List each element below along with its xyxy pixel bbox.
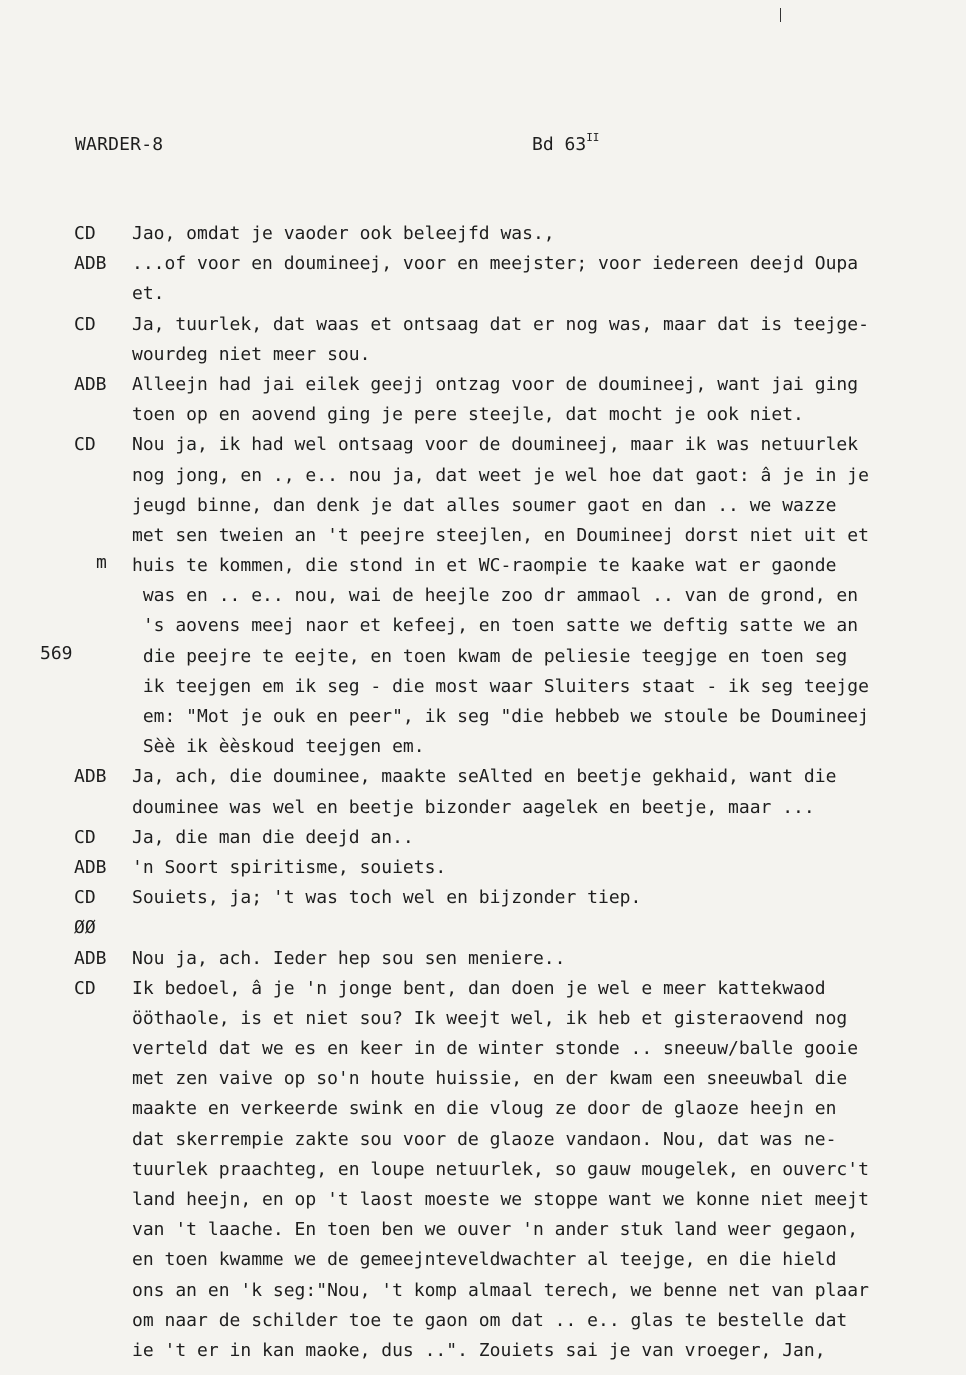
speaker-label-text: CD — [74, 977, 96, 999]
transcript-turn — [0, 913, 966, 943]
speaker-label — [74, 974, 132, 1366]
utterance — [132, 430, 958, 762]
utterance-line: ik teejgen em ik seg - die most waar Sluiters staat - ik seg teejge — [132, 675, 869, 697]
speaker-label — [74, 219, 132, 249]
volume-number-superscript: II — [586, 131, 600, 144]
utterance-line: ons an en 'k seg:"Nou, 't komp almaal terech, we benne net van plaar — [132, 1279, 869, 1301]
utterance-line: Souiets, ja; 't was toch wel en bijzonder tiep. — [132, 887, 642, 909]
utterance-line: met zen vaive op so'n houte huissie, en der kwam een sneeuwbal die — [132, 1068, 848, 1090]
utterance-line — [132, 913, 958, 943]
transcript-turn — [0, 974, 966, 1366]
utterance-line: Sèè ik èèskoud teejgen em. — [132, 736, 425, 758]
utterance-line: Ja, tuurlek, dat waas et ontsaag dat er nog was, maar dat is teejge- — [132, 313, 869, 335]
utterance-line: douminee was wel en beetje bizonder aagelek en beetje, maar ... — [132, 796, 815, 818]
speaker-label — [74, 883, 132, 913]
utterance — [132, 944, 958, 974]
speaker-label-text: CD — [74, 826, 96, 848]
utterance-line: nog jong, en ., e.. nou ja, dat weet je wel hoe dat gaot: â je in je — [132, 464, 869, 486]
utterance-line: dat skerrempie zakte sou voor de glaoze vandaon. Nou, dat was ne- — [132, 1128, 837, 1150]
utterance-line: en toen kwamme we de gemeejnteveldwachter al teejge, en die hield — [132, 1249, 837, 1271]
speaker-label — [74, 430, 132, 762]
speaker-label — [74, 310, 132, 370]
utterance-line: Jao, omdat je vaoder ook beleejfd was., — [132, 223, 555, 244]
utterance-line: Ik bedoel, â je 'n jonge bent, dan doen je wel e meer kattekwaod — [132, 977, 826, 999]
volume-number-main: Bd 63 — [532, 134, 587, 155]
utterance — [132, 310, 958, 370]
utterance — [132, 823, 958, 853]
speaker-label — [74, 762, 132, 822]
utterance-line: ööthaole, is et niet sou? Ik weejt wel, ik heb et gisteraovend nog — [132, 1007, 848, 1029]
utterance-line: wourdeg niet meer sou. — [132, 343, 371, 365]
transcript-body — [0, 219, 966, 1366]
utterance-line: Nou ja, ik had wel ontsaag voor de doumineej, maar ik was netuurlek — [132, 434, 859, 456]
utterance-line: 'n Soort spiritisme, souiets. — [132, 856, 447, 878]
transcript-turn — [0, 370, 966, 430]
transcript-turn — [0, 944, 966, 974]
speaker-label-text: ADB — [74, 373, 107, 395]
utterance — [132, 883, 958, 913]
utterance-line: ie 't er in kan maoke, dus ..". Zouiets sai je van vroeger, Jan, — [132, 1339, 826, 1361]
page-number: 569 — [40, 642, 73, 664]
utterance-line: Ja, die man die deejd an.. — [132, 826, 414, 848]
margin-annotation: m — [96, 552, 107, 574]
utterance-line: Ja, ach, die douminee, maakte seAlted en beetje gekhaid, want die — [132, 766, 837, 788]
speaker-label — [74, 944, 132, 974]
utterance — [132, 219, 958, 249]
transcript-turn — [0, 853, 966, 883]
utterance-line: toen op en aovend ging je pere steejle, dat mocht je ook niet. — [132, 404, 804, 426]
margin-tick-mark — [780, 8, 781, 22]
utterance-line: et. — [132, 283, 165, 305]
utterance — [132, 913, 958, 943]
utterance-line: om naar de schilder toe te gaon om dat .. e.. glas te bestelle dat — [132, 1309, 848, 1331]
speaker-label-text: CD — [74, 887, 96, 909]
speaker-label-text: ADB — [74, 766, 107, 788]
speaker-label-text: CD — [74, 223, 96, 244]
utterance-line: maakte en verkeerde swink en die vloug ze door de glaoze heejn en — [132, 1098, 837, 1120]
utterance-line: verteld dat we es en keer in de winter stonde .. sneeuw/balle gooie — [132, 1038, 859, 1060]
utterance — [132, 762, 958, 822]
speaker-label — [74, 913, 132, 943]
speaker-label-text: CD — [74, 313, 96, 335]
transcript-turn — [0, 430, 966, 762]
speaker-label-text: ADB — [74, 947, 107, 969]
speaker-label — [74, 370, 132, 430]
utterance-line: 's aovens meej naor et kefeej, en toen satte we deftig satte we an — [132, 615, 859, 637]
utterance-line: was en .. e.. nou, wai de heejle zoo dr ammaol .. van de grond, en — [132, 585, 859, 607]
transcript-turn — [0, 219, 966, 249]
utterance-line: Alleejn had jai eilek geejj ontzag voor de doumineej, want jai ging — [132, 373, 859, 395]
utterance-line: met sen tweien an 't peejre steejlen, en Doumineej dorst niet uit et — [132, 524, 869, 546]
utterance — [132, 249, 958, 309]
utterance — [132, 370, 958, 430]
utterance-line: ...of voor en doumineej, voor en meejster; voor iedereen deejd Oupa — [132, 253, 859, 275]
utterance-line: em: "Mot je ouk en peer", ik seg "die hebbeb we stoule be Doumineej — [132, 706, 869, 727]
transcript-turn — [0, 762, 966, 822]
transcript-turn — [0, 310, 966, 370]
speaker-label-text: ADB — [74, 856, 107, 878]
utterance-line: jeugd binne, dan denk je dat alles soumer gaot en dan .. we wazze — [132, 494, 837, 516]
utterance-line: Nou ja, ach. Ieder hep sou sen meniere.. — [132, 947, 566, 969]
transcript-turn — [0, 883, 966, 913]
utterance-line: die peejre te eejte, en toen kwam de peliesie teegjge en toen seg — [132, 645, 848, 667]
transcript-turn — [0, 249, 966, 309]
speaker-label-text: ADB — [74, 253, 107, 275]
transcript-turn — [0, 823, 966, 853]
speaker-label — [74, 823, 132, 853]
document-id: WARDER-8 — [75, 134, 164, 155]
utterance-line: tuurlek praachteg, en loupe netuurlek, so gauw mougelek, en ouverc't — [132, 1158, 869, 1180]
speaker-label-text: ØØ — [74, 917, 96, 939]
speaker-label — [74, 249, 132, 309]
utterance-line: land heejn, en op 't laost moeste we stoppe want we konne niet meejt — [132, 1189, 869, 1210]
speaker-label-text: CD — [74, 434, 96, 456]
utterance — [132, 974, 958, 1366]
utterance-line: huis te kommen, die stond in et WC-raompie te kaake wat er gaonde — [132, 555, 837, 577]
speaker-label — [74, 853, 132, 883]
utterance-line: van 't laache. En toen ben we ouver 'n ander stuk land weer gegaon, — [132, 1219, 859, 1241]
volume-number — [532, 131, 600, 155]
utterance — [132, 853, 958, 883]
